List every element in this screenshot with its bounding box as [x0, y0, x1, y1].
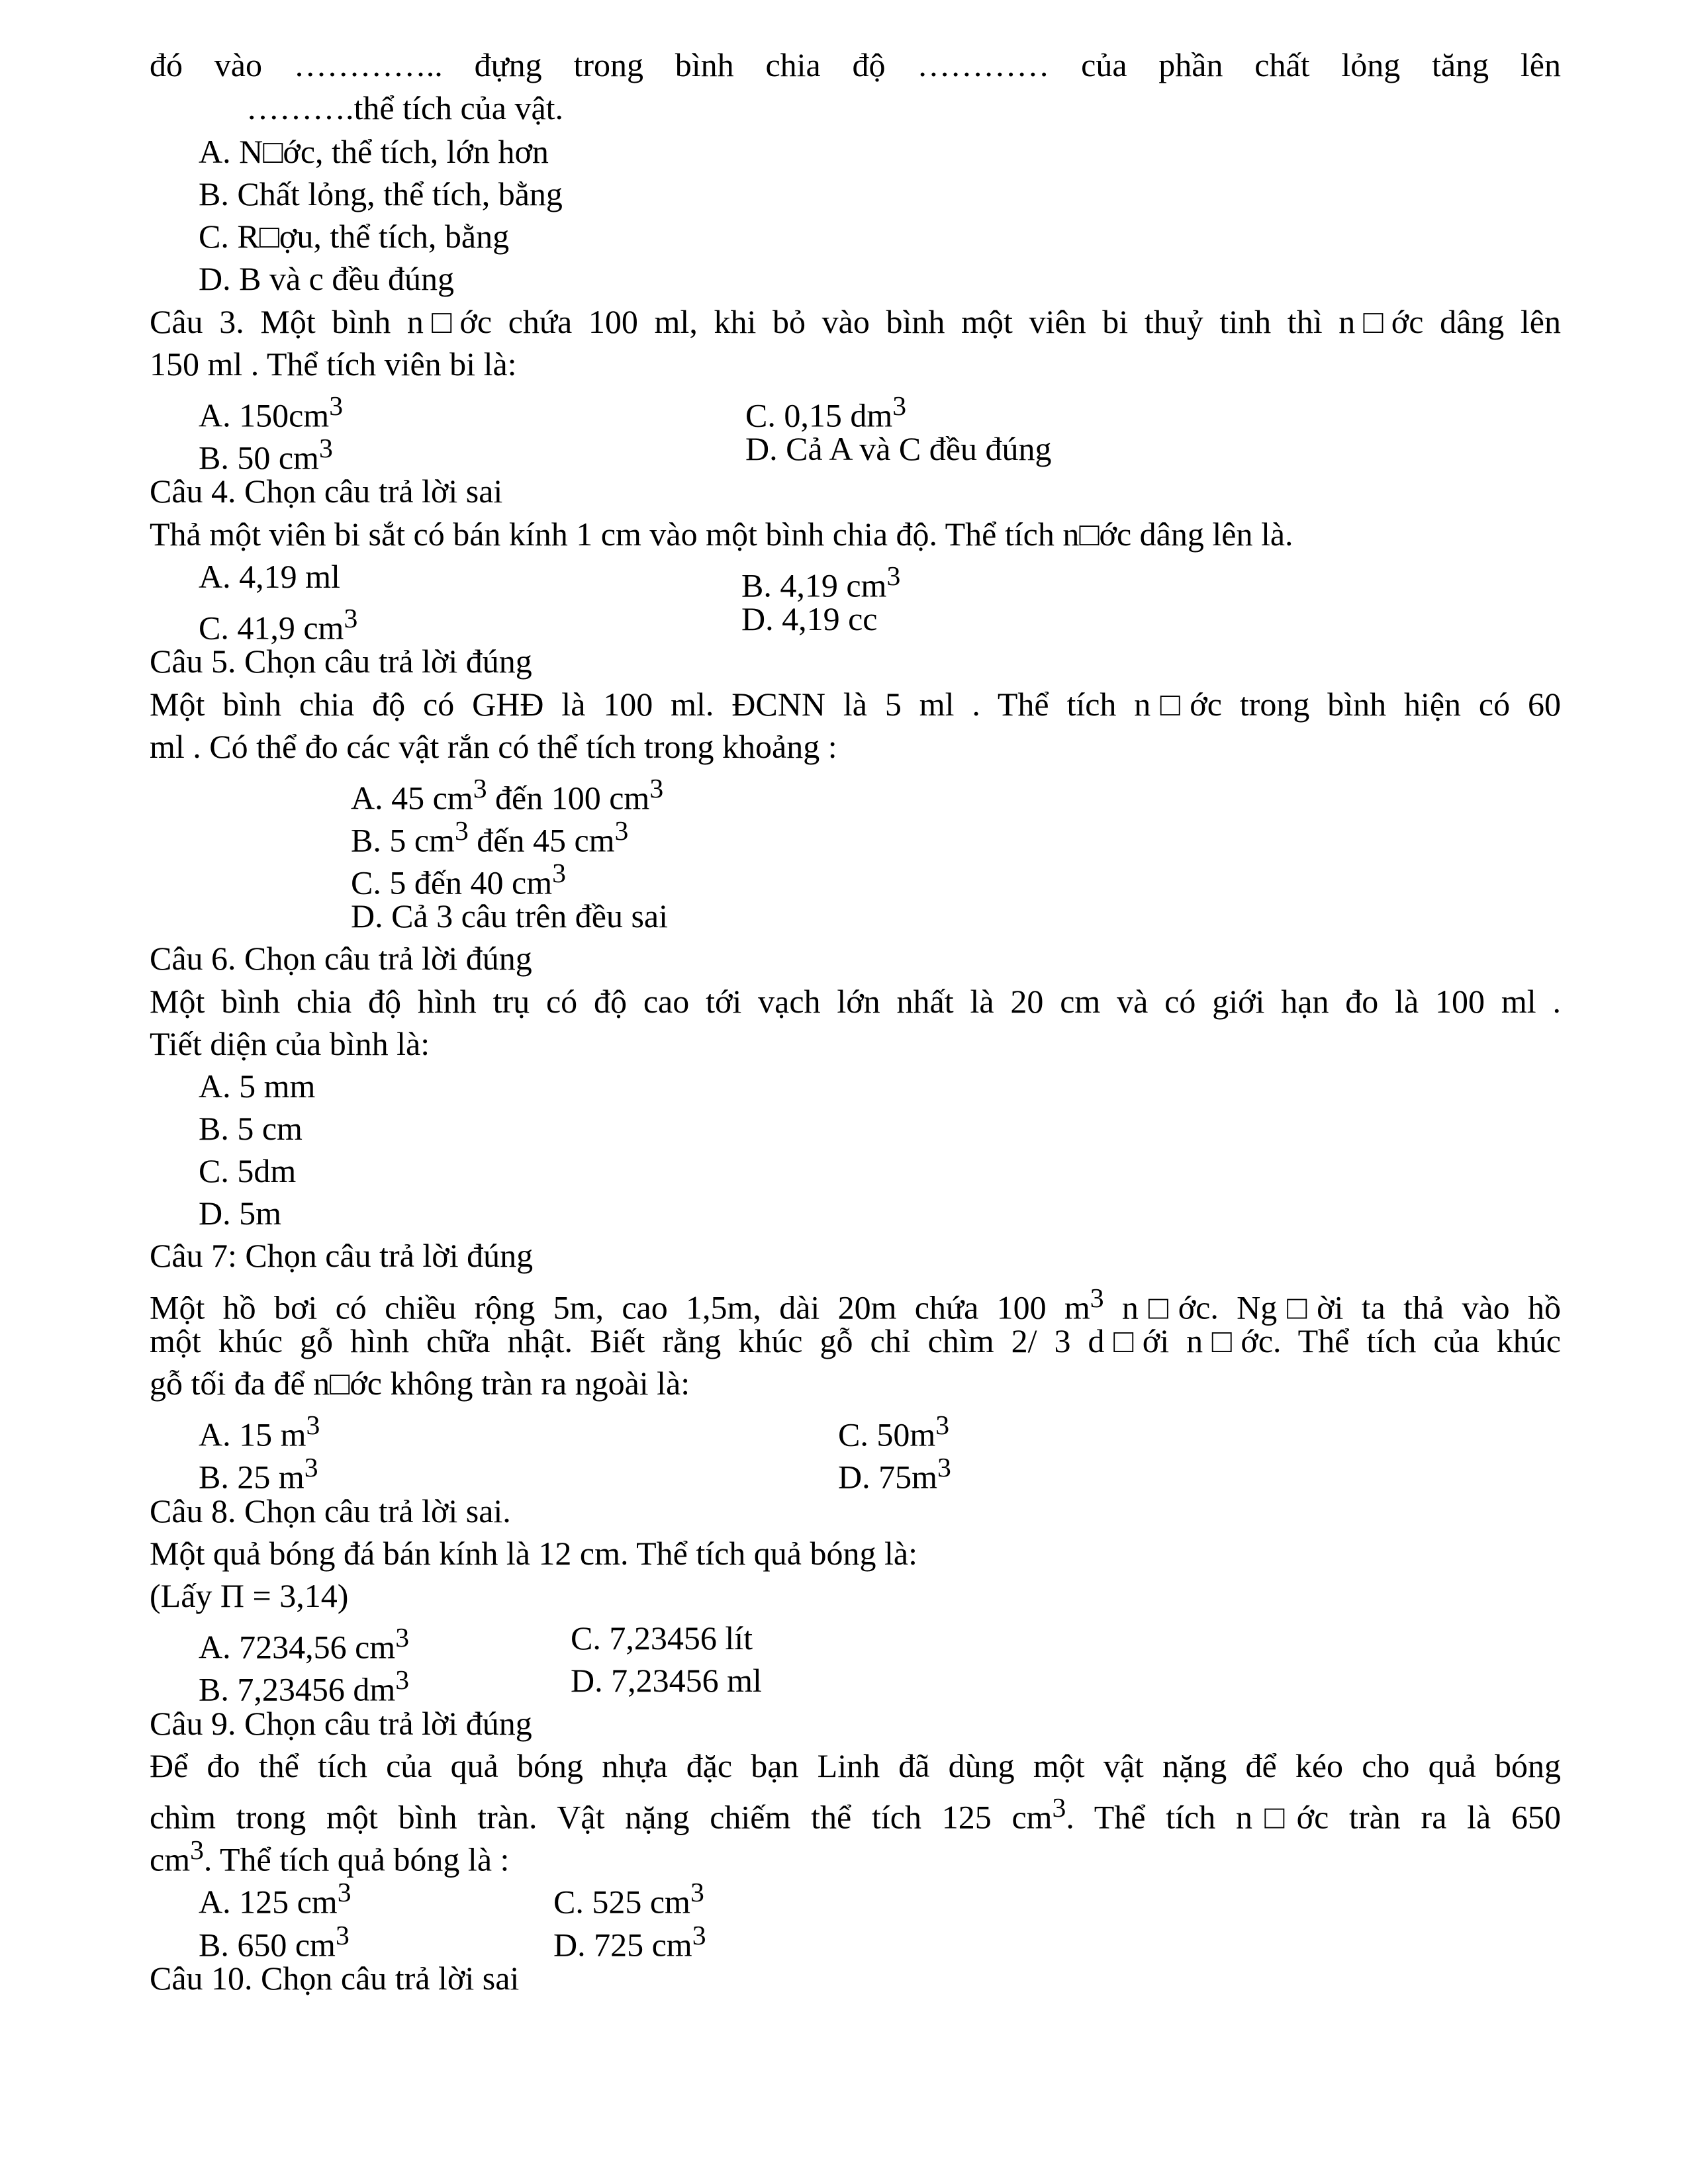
option-c: C. 5dm	[199, 1152, 297, 1189]
option-b: B. 7,23456 $dm^3$	[199, 1665, 410, 1708]
option-b: B. Chất lỏng, thể tích, bằng	[199, 175, 563, 212]
option-c: C. 0,15 $dm^3$	[745, 391, 907, 434]
question-3-text: 150 ml . Thể tích viên bi là:	[150, 345, 517, 383]
question-10-title: Câu 10. Chọn câu trả lời sai	[150, 1960, 520, 1997]
option-b: B. 50 $cm^3$	[199, 433, 333, 477]
superscript: 3	[1090, 1283, 1104, 1314]
superscript: 3	[690, 1878, 704, 1908]
option-a: A. N□ớc, thể tích, lớn hơn	[199, 133, 549, 170]
question-8-note: (Lấy Π = 3,14)	[150, 1577, 349, 1614]
superscript: 3	[395, 1665, 410, 1696]
option-d: D. B và c đều đúng	[199, 260, 455, 297]
question-5-text-line-2: ml . Có thể đo các vật rắn có thể tích trong khoảng :	[150, 728, 837, 765]
superscript: 3	[395, 1623, 410, 1653]
option-c: C. 525 $cm^3$	[553, 1878, 704, 1921]
option-a: A. 5 mm	[199, 1068, 316, 1105]
question-9-text-line-3: $cm^3$. Thể tích quả bóng là :	[150, 1835, 510, 1878]
option-c: C. 5 đến 40 $cm^3$	[351, 858, 566, 901]
question-7-title: Câu 7: Chọn câu trả lời đúng	[150, 1237, 534, 1274]
superscript: 3	[329, 391, 344, 422]
superscript: 3	[886, 561, 901, 592]
superscript: 3	[335, 1921, 350, 1951]
option-c: C. 41,9 $cm^3$	[199, 604, 358, 647]
question-6-text-line-2: Tiết diện của bình là:	[150, 1025, 430, 1062]
question-8-text: Một quả bóng đá bán kính là 12 cm. Thể tích quả bóng là:	[150, 1535, 917, 1572]
question-2-text-line-1: đó vào ………….. đựng trong bình chia độ ………… của phần chất lỏng tăng lên	[150, 46, 1561, 83]
superscript: 3	[337, 1878, 352, 1908]
superscript: 3	[473, 774, 487, 804]
option-b: B. 4,19 $cm^3$	[741, 561, 901, 604]
option-a: A. $150cm^3$	[199, 391, 344, 434]
question-9-text-line-2: chìm trong một bình tràn. Vật nặng chiếm thể tích 125 $cm^3$. Thể tích n□ớc tràn ra là 650	[150, 1793, 1561, 1836]
superscript: 3	[937, 1453, 951, 1483]
superscript: 3	[552, 858, 566, 889]
question-4-text: Thả một viên bi sắt có bán kính 1 cm vào một bình chia độ. Thể tích n□ớc dâng lên là.	[150, 516, 1293, 553]
superscript: 3	[1052, 1793, 1066, 1823]
superscript: 3	[614, 816, 629, 846]
superscript: 3	[892, 391, 907, 422]
question-8-title: Câu 8. Chọn câu trả lời sai.	[150, 1492, 511, 1529]
option-b: B. 650 $cm^3$	[199, 1921, 350, 1964]
option-d: D. 725 $cm^3$	[553, 1921, 706, 1964]
option-b: B. 5 cm	[199, 1110, 303, 1147]
option-d: D. Cả 3 câu trên đều sai	[351, 897, 669, 934]
option-a: A. 4,19 ml	[199, 558, 340, 595]
question-9-title: Câu 9. Chọn câu trả lời đúng	[150, 1705, 532, 1742]
option-b: B. 25 $m^3$	[199, 1453, 318, 1496]
question-3-title: Câu 3. Một bình n□ớc chứa 100 ml, khi bỏ vào bình một viên bi thuỷ tinh thì n□ớc dâng lên	[150, 303, 1561, 340]
superscript: 3	[190, 1835, 204, 1866]
question-4-title: Câu 4. Chọn câu trả lời sai	[150, 473, 503, 510]
superscript: 3	[304, 1453, 318, 1483]
superscript: 3	[692, 1921, 706, 1951]
question-7-text-line-3: gỗ tối đa để n□ớc không tràn ra ngoài là:	[150, 1365, 690, 1402]
option-d: D. Cả A và C đều đúng	[745, 430, 1052, 467]
option-a: A. 7234,56 $cm^3$	[199, 1623, 410, 1666]
option-c: C. 7,23456 lít	[571, 1619, 753, 1657]
option-a: A. 15 $m^3$	[199, 1410, 320, 1453]
option-c: C. $50m^3$	[838, 1410, 950, 1453]
question-2-text-line-2: ……….thể tích của vật.	[246, 89, 564, 126]
option-a: A. 125 $cm^3$	[199, 1878, 352, 1921]
superscript: 3	[318, 433, 333, 464]
superscript: 3	[649, 774, 664, 804]
question-9-text-line-1: Để đo thể tích của quả bóng nhựa đặc bạn Linh đã dùng một vật nặng để kéo cho quả bóng	[150, 1747, 1561, 1784]
superscript: 3	[306, 1410, 320, 1441]
superscript: 3	[454, 816, 469, 846]
question-5-title: Câu 5. Chọn câu trả lời đúng	[150, 643, 532, 680]
option-d: D. 4,19 cc	[741, 600, 878, 637]
question-7-text-line-1: Một hồ bơi có chiều rộng 5m, cao 1,5m, dài 20m chứa 100 $m^3$ n□ớc. Ng□ời ta thả vào hồ	[150, 1283, 1561, 1326]
question-5-text-line-1: Một bình chia độ có GHĐ là 100 ml. ĐCNN là 5 ml . Thể tích n□ớc trong bình hiện có 60	[150, 686, 1561, 723]
superscript: 3	[344, 604, 358, 634]
question-6-text-line-1: Một bình chia độ hình trụ có độ cao tới vạch lớn nhất là 20 cm và có giới hạn đo là 100 ml .	[150, 983, 1561, 1020]
option-d: D. 5m	[199, 1195, 281, 1232]
option-a: A. 45 $cm^3$ đến 100 $cm^3$	[351, 774, 664, 817]
question-7-text-line-2: một khúc gỗ hình chữa nhật. Biết rằng khúc gỗ chỉ chìm 2/ 3 d□ới n□ớc. Thể tích của khúc	[150, 1322, 1561, 1359]
option-c: C. R□ợu, thể tích, bằng	[199, 218, 510, 255]
option-b: B. 5 $cm^3$ đến 45 $cm^3$	[351, 816, 629, 859]
option-d: D. 7,23456 ml	[571, 1662, 762, 1699]
option-d: D. $75m^3$	[838, 1453, 951, 1496]
superscript: 3	[935, 1410, 950, 1441]
question-6-title: Câu 6. Chọn câu trả lời đúng	[150, 940, 532, 977]
